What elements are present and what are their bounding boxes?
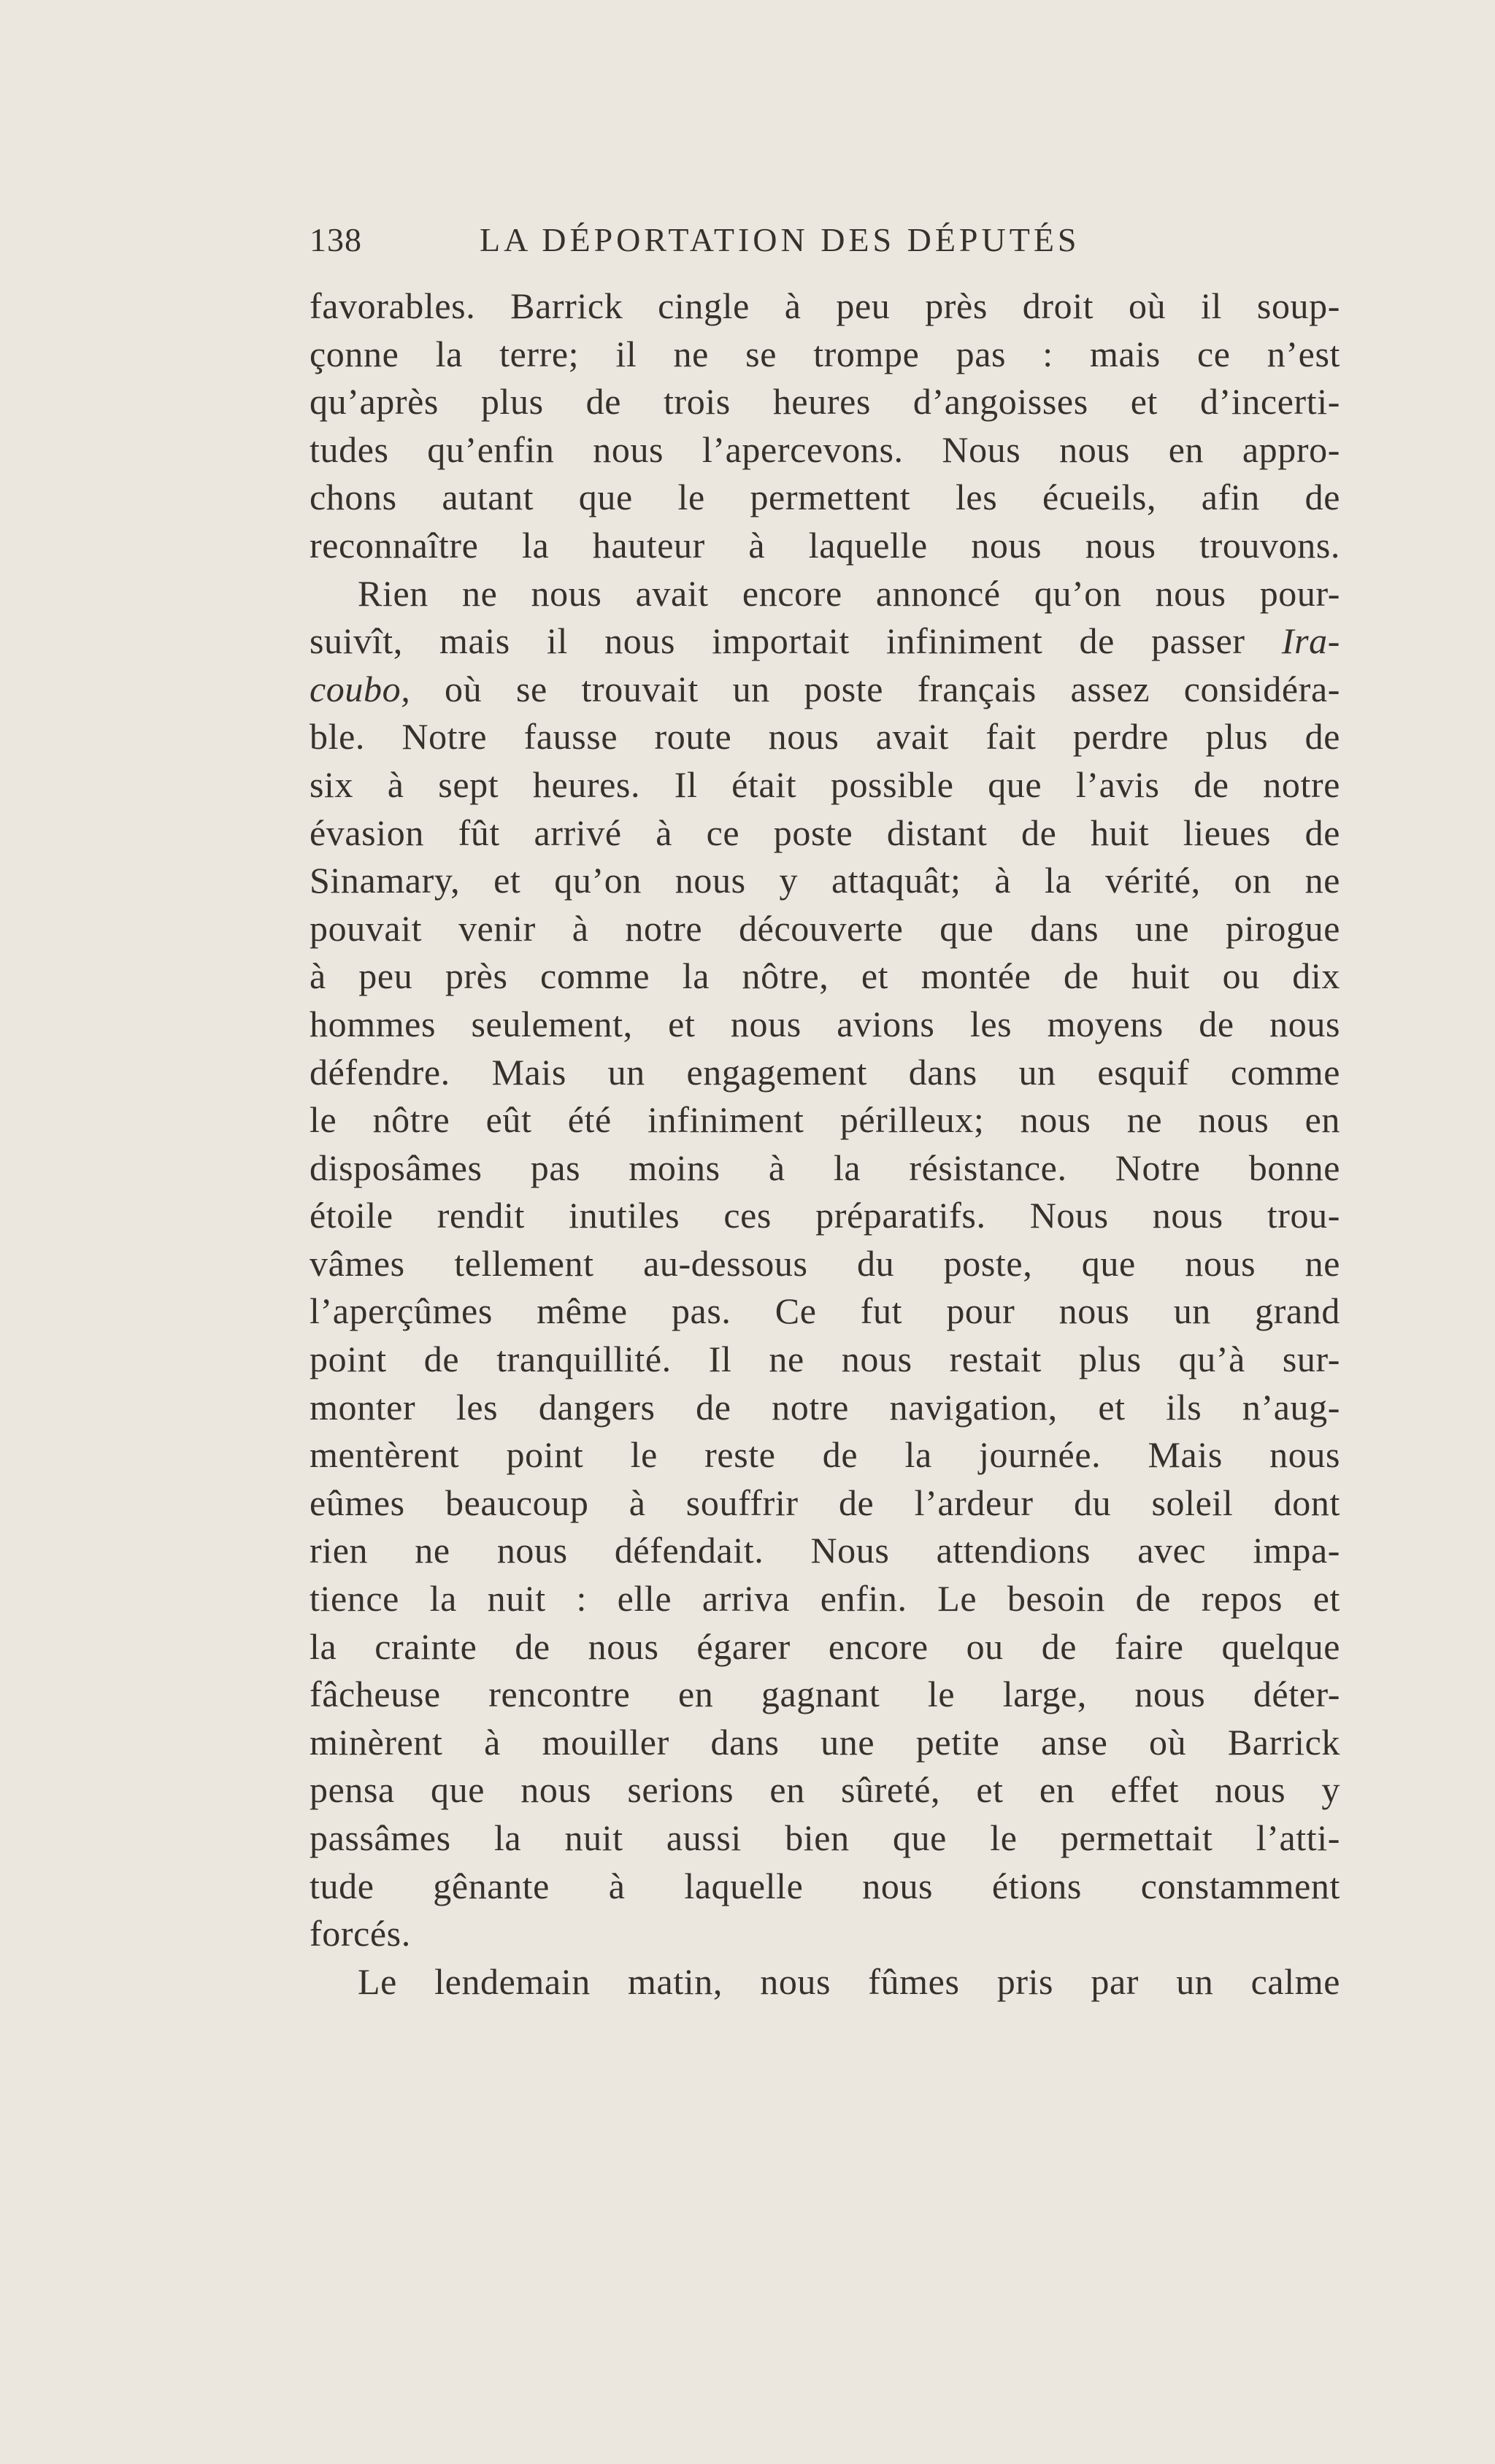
line-text: Sinamary, et qu’on nous y attaquât; à la vérité, on ne xyxy=(310,860,1340,901)
line-text: rien ne nous défendait. Nous attendions avec impa- xyxy=(310,1530,1340,1571)
running-header xyxy=(310,216,1340,264)
running-title: LA DÉPORTATION DES DÉPUTÉS xyxy=(480,221,1080,258)
text-line xyxy=(310,1479,1340,1528)
line-text: favorables. Barrick cingle à peu près droit où il soup- xyxy=(310,285,1340,326)
text-line xyxy=(310,378,1340,426)
line-text: tience la nuit : elle arriva enfin. Le besoin de repos et xyxy=(310,1578,1340,1620)
text-line xyxy=(310,617,1340,666)
line-text: tude gênante à laquelle nous étions constamment xyxy=(310,1865,1340,1906)
text-line xyxy=(310,1287,1340,1336)
text-line xyxy=(310,666,1340,714)
line-text: six à sept heures. Il était possible que l’avis de notre xyxy=(310,763,1340,805)
text-line xyxy=(310,1958,1340,2006)
line-text: suivît, mais il nous importait infiniment de passer xyxy=(310,620,1245,662)
line-text: évasion fût arrivé à ce poste distant de huit lieues de xyxy=(310,812,1340,853)
text-line xyxy=(310,522,1340,570)
line-text: le nôtre eût été infiniment périlleux; nous ne nous en xyxy=(310,1099,1340,1141)
line-text: çonne la terre; il ne se trompe pas : mais ce n’est xyxy=(310,333,1340,374)
line-text: point de tranquillité. Il ne nous restait plus qu’à sur- xyxy=(310,1339,1340,1380)
text-line xyxy=(310,1863,1340,1911)
line-text: chons autant que le permettent les écueils, afin de xyxy=(310,477,1340,518)
line-text: la crainte de nous égarer encore ou de faire quelque xyxy=(310,1625,1340,1667)
line-text: monter les dangers de notre navigation, et ils n’aug- xyxy=(310,1386,1340,1428)
text-line xyxy=(310,1671,1340,1719)
line-text: Rien ne nous avait encore annoncé qu’on nous pour- xyxy=(358,572,1340,614)
text-line xyxy=(310,1719,1340,1767)
text-line xyxy=(310,1384,1340,1432)
line-text: l’aperçûmes même pas. Ce fut pour nous un grand xyxy=(310,1290,1340,1332)
line-text: mentèrent point le reste de la journée. Mais nous xyxy=(310,1434,1340,1476)
text-line xyxy=(310,1575,1340,1623)
body-text xyxy=(310,282,1340,2006)
text-line xyxy=(310,331,1340,379)
text-line xyxy=(310,905,1340,953)
line-text: reconnaître la hauteur à laquelle nous nous trouvons. xyxy=(310,524,1340,566)
text-line xyxy=(310,1336,1340,1384)
line-text: tudes qu’enfin nous l’apercevons. Nous nous en appro- xyxy=(310,428,1340,470)
line-text: vâmes tellement au-dessous du poste, que nous ne xyxy=(310,1242,1340,1284)
line-text: fâcheuse rencontre en gagnant le large, nous déter- xyxy=(310,1674,1340,1715)
line-text: hommes seulement, et nous avions les moyens de nous xyxy=(310,1003,1340,1044)
text-line xyxy=(310,1766,1340,1814)
text-line xyxy=(310,1049,1340,1097)
text-line xyxy=(310,809,1340,858)
text-line xyxy=(310,1001,1340,1049)
line-text: Le lendemain matin, nous fûmes pris par un calme xyxy=(358,1960,1340,2002)
italic-text: Ira- xyxy=(1281,620,1340,662)
line-text: passâmes la nuit aussi bien que le permettait l’atti- xyxy=(310,1817,1340,1858)
line-text: où se trouvait un poste français assez considéra- xyxy=(445,668,1340,709)
text-line xyxy=(310,1144,1340,1193)
text-line xyxy=(310,426,1340,474)
text-line xyxy=(310,857,1340,905)
line-text: défendre. Mais un engagement dans un esquif comme xyxy=(310,1051,1340,1093)
text-line xyxy=(310,1623,1340,1671)
text-line xyxy=(310,1527,1340,1575)
text-line xyxy=(310,1910,1340,1958)
line-text: pensa que nous serions en sûreté, et en effet nous y xyxy=(310,1769,1340,1811)
text-line xyxy=(310,1814,1340,1863)
text-line xyxy=(310,474,1340,522)
line-text: forcés. xyxy=(310,1913,411,1955)
text-line xyxy=(310,570,1340,618)
line-text: ble. Notre fausse route nous avait fait perdre plus de xyxy=(310,716,1340,758)
text-line xyxy=(310,761,1340,809)
line-text: minèrent à mouiller dans une petite anse où Barrick xyxy=(310,1721,1340,1763)
text-line xyxy=(310,1431,1340,1479)
page-number: 138 xyxy=(310,221,362,258)
line-text: qu’après plus de trois heures d’angoisses et d’incerti- xyxy=(310,381,1340,423)
text-line xyxy=(310,1096,1340,1144)
text-line xyxy=(310,713,1340,761)
line-text: à peu près comme la nôtre, et montée de huit ou dix xyxy=(310,955,1340,997)
line-text: pouvait venir à notre découverte que dans une pirogue xyxy=(310,907,1340,949)
text-line xyxy=(310,952,1340,1001)
text-line xyxy=(310,1192,1340,1240)
italic-text: coubo, xyxy=(310,668,411,709)
text-line xyxy=(310,1240,1340,1288)
line-text: eûmes beaucoup à souffrir de l’ardeur du soleil dont xyxy=(310,1482,1340,1523)
line-text: disposâmes pas moins à la résistance. Notre bonne xyxy=(310,1147,1340,1188)
text-line xyxy=(310,282,1340,331)
line-text: étoile rendit inutiles ces préparatifs. Nous nous trou- xyxy=(310,1195,1340,1236)
